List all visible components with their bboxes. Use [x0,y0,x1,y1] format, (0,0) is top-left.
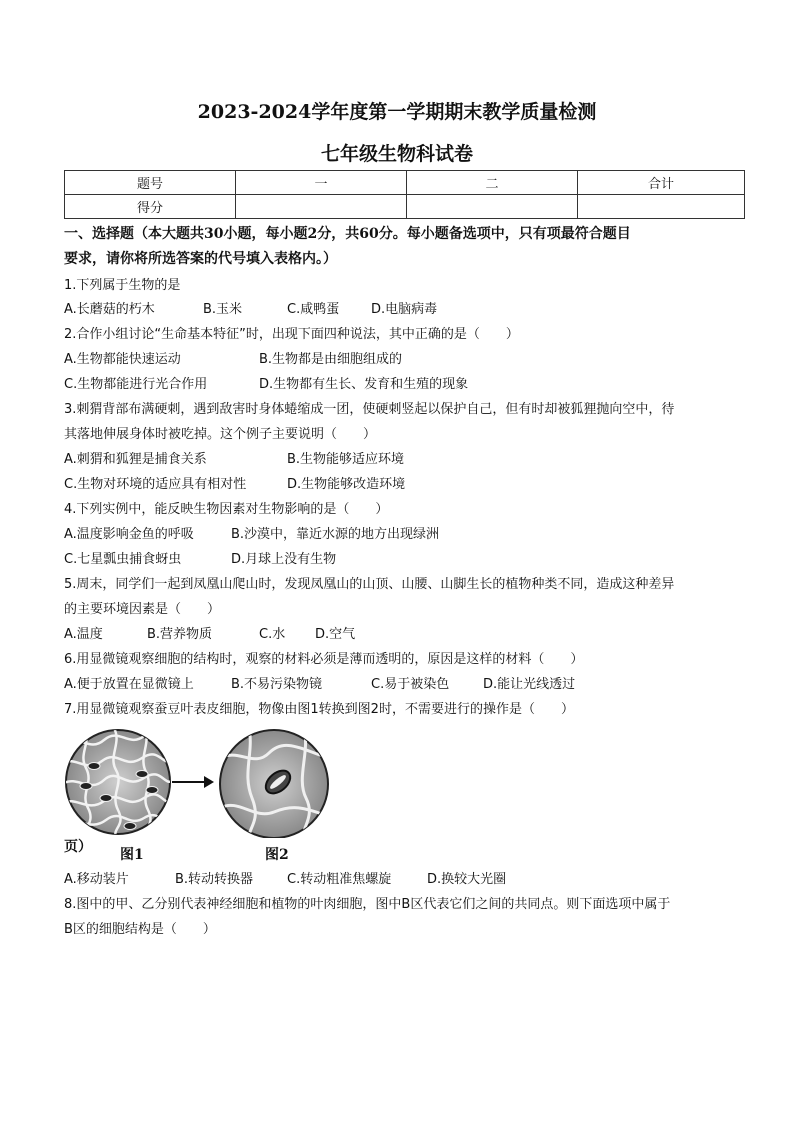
q6-option-a[interactable]: A.便于放置在显微镜上 [64,677,194,692]
q6-option-c[interactable]: C.易于被染色 [371,677,450,692]
q4-option-d[interactable]: D.月球上没有生物 [231,552,337,567]
table-row [65,195,745,219]
table-cell: 题号 [65,171,236,195]
q5-option-b[interactable]: B.营养物质 [147,627,213,642]
q2-option-d[interactable]: D.生物都有生长、发育和生殖的现象 [259,377,469,392]
section-heading-line: 一、选择题（本大题共30小题，每小题2分，共60分。每小题备选项中，只有项最符合题目 [64,226,631,242]
table-row [65,171,745,195]
section-heading-line: 要求，请你将所选答案的代号填入表格内。） [64,251,337,267]
exam-title: 2023-2024学年度第一学期期末教学质量检测 [197,101,597,123]
score-input-cell[interactable] [407,195,578,219]
question-3-stem: 3.刺猬背部布满硬刺，遇到敌害时身体蜷缩成一团，使硬刺竖起以保护自己，但有时却被狐狸抛向空中，待 [64,402,675,417]
q5-option-c[interactable]: C.水 [259,627,286,642]
figure-1-view [64,728,174,838]
score-input-cell[interactable] [236,195,407,219]
figure-2-view [220,728,328,838]
microscope-figure [64,728,344,838]
q5-option-d[interactable]: D.空气 [315,627,356,642]
stray-page-fragment: 页） [64,839,92,855]
q5-option-a[interactable]: A.温度 [64,627,103,642]
figure-2-label: 图2 [265,847,289,863]
table-cell: 一 [236,171,407,195]
arrow-icon [172,776,214,788]
q7-option-d[interactable]: D.换较大光圈 [427,872,507,887]
q3-option-c[interactable]: C.生物对环境的适应具有相对性 [64,477,247,492]
question-8-stem: 8.图中的甲、乙分别代表神经细胞和植物的叶肉细胞，图中B区代表它们之间的共同点。则下面选项中属于 [64,897,671,912]
q1-option-a[interactable]: A.长蘑菇的朽木 [64,302,155,317]
question-5-stem-cont: 的主要环境因素是（ ） [64,602,221,617]
table-cell: 合计 [578,171,745,195]
q1-option-c[interactable]: C.咸鸭蛋 [287,302,340,317]
section-heading [64,222,736,272]
q7-option-a[interactable]: A.移动装片 [64,872,129,887]
q7-option-c[interactable]: C.转动粗准焦螺旋 [287,872,392,887]
q4-option-c[interactable]: C.七星瓢虫捕食蚜虫 [64,552,182,567]
question-7-stem: 7.用显微镜观察蚕豆叶表皮细胞，物像由图1转换到图2时，不需要进行的操作是（ ） [64,702,574,717]
question-2-stem: 2.合作小组讨论“生命基本特征”时，出现下面四种说法，其中正确的是（ ） [64,327,519,342]
q6-option-b[interactable]: B.不易污染物镜 [231,677,323,692]
question-5-stem: 5.周末，同学们一起到凤凰山爬山时，发现凤凰山的山顶、山腰、山脚生长的植物种类不同，造成这种差异 [64,577,675,592]
q4-option-b[interactable]: B.沙漠中，靠近水源的地方出现绿洲 [231,527,440,542]
q1-option-b[interactable]: B.玉米 [203,302,243,317]
exam-subtitle: 七年级生物科试卷 [320,143,473,165]
q3-option-b[interactable]: B.生物能够适应环境 [287,452,405,467]
figure-1-label: 图1 [120,847,144,863]
question-1-stem: 1.下列属于生物的是 [64,278,181,293]
q2-option-b[interactable]: B.生物都是由细胞组成的 [259,352,403,367]
q3-option-a[interactable]: A.刺猬和狐狸是捕食关系 [64,452,207,467]
q6-option-d[interactable]: D.能让光线透过 [483,677,576,692]
table-cell: 得分 [65,195,236,219]
q2-option-a[interactable]: A.生物都能快速运动 [64,352,181,367]
score-input-cell[interactable] [578,195,745,219]
q3-option-d[interactable]: D.生物能够改造环境 [287,477,406,492]
question-8-stem-cont: B区的细胞结构是（ ） [64,922,216,937]
question-6-stem: 6.用显微镜观察细胞的结构时，观察的材料必须是薄而透明的，原因是这样的材料（ ） [64,652,584,667]
table-cell: 二 [407,171,578,195]
q7-option-b[interactable]: B.转动转换器 [175,872,254,887]
question-4-stem: 4.下列实例中，能反映生物因素对生物影响的是（ ） [64,502,389,517]
score-table [64,170,745,219]
question-3-stem-cont: 其落地伸展身体时被吃掉。这个例子主要说明（ ） [64,427,377,442]
q4-option-a[interactable]: A.温度影响金鱼的呼吸 [64,527,194,542]
q2-option-c[interactable]: C.生物都能进行光合作用 [64,377,208,392]
q1-option-d[interactable]: D.电脑病毒 [371,302,438,317]
